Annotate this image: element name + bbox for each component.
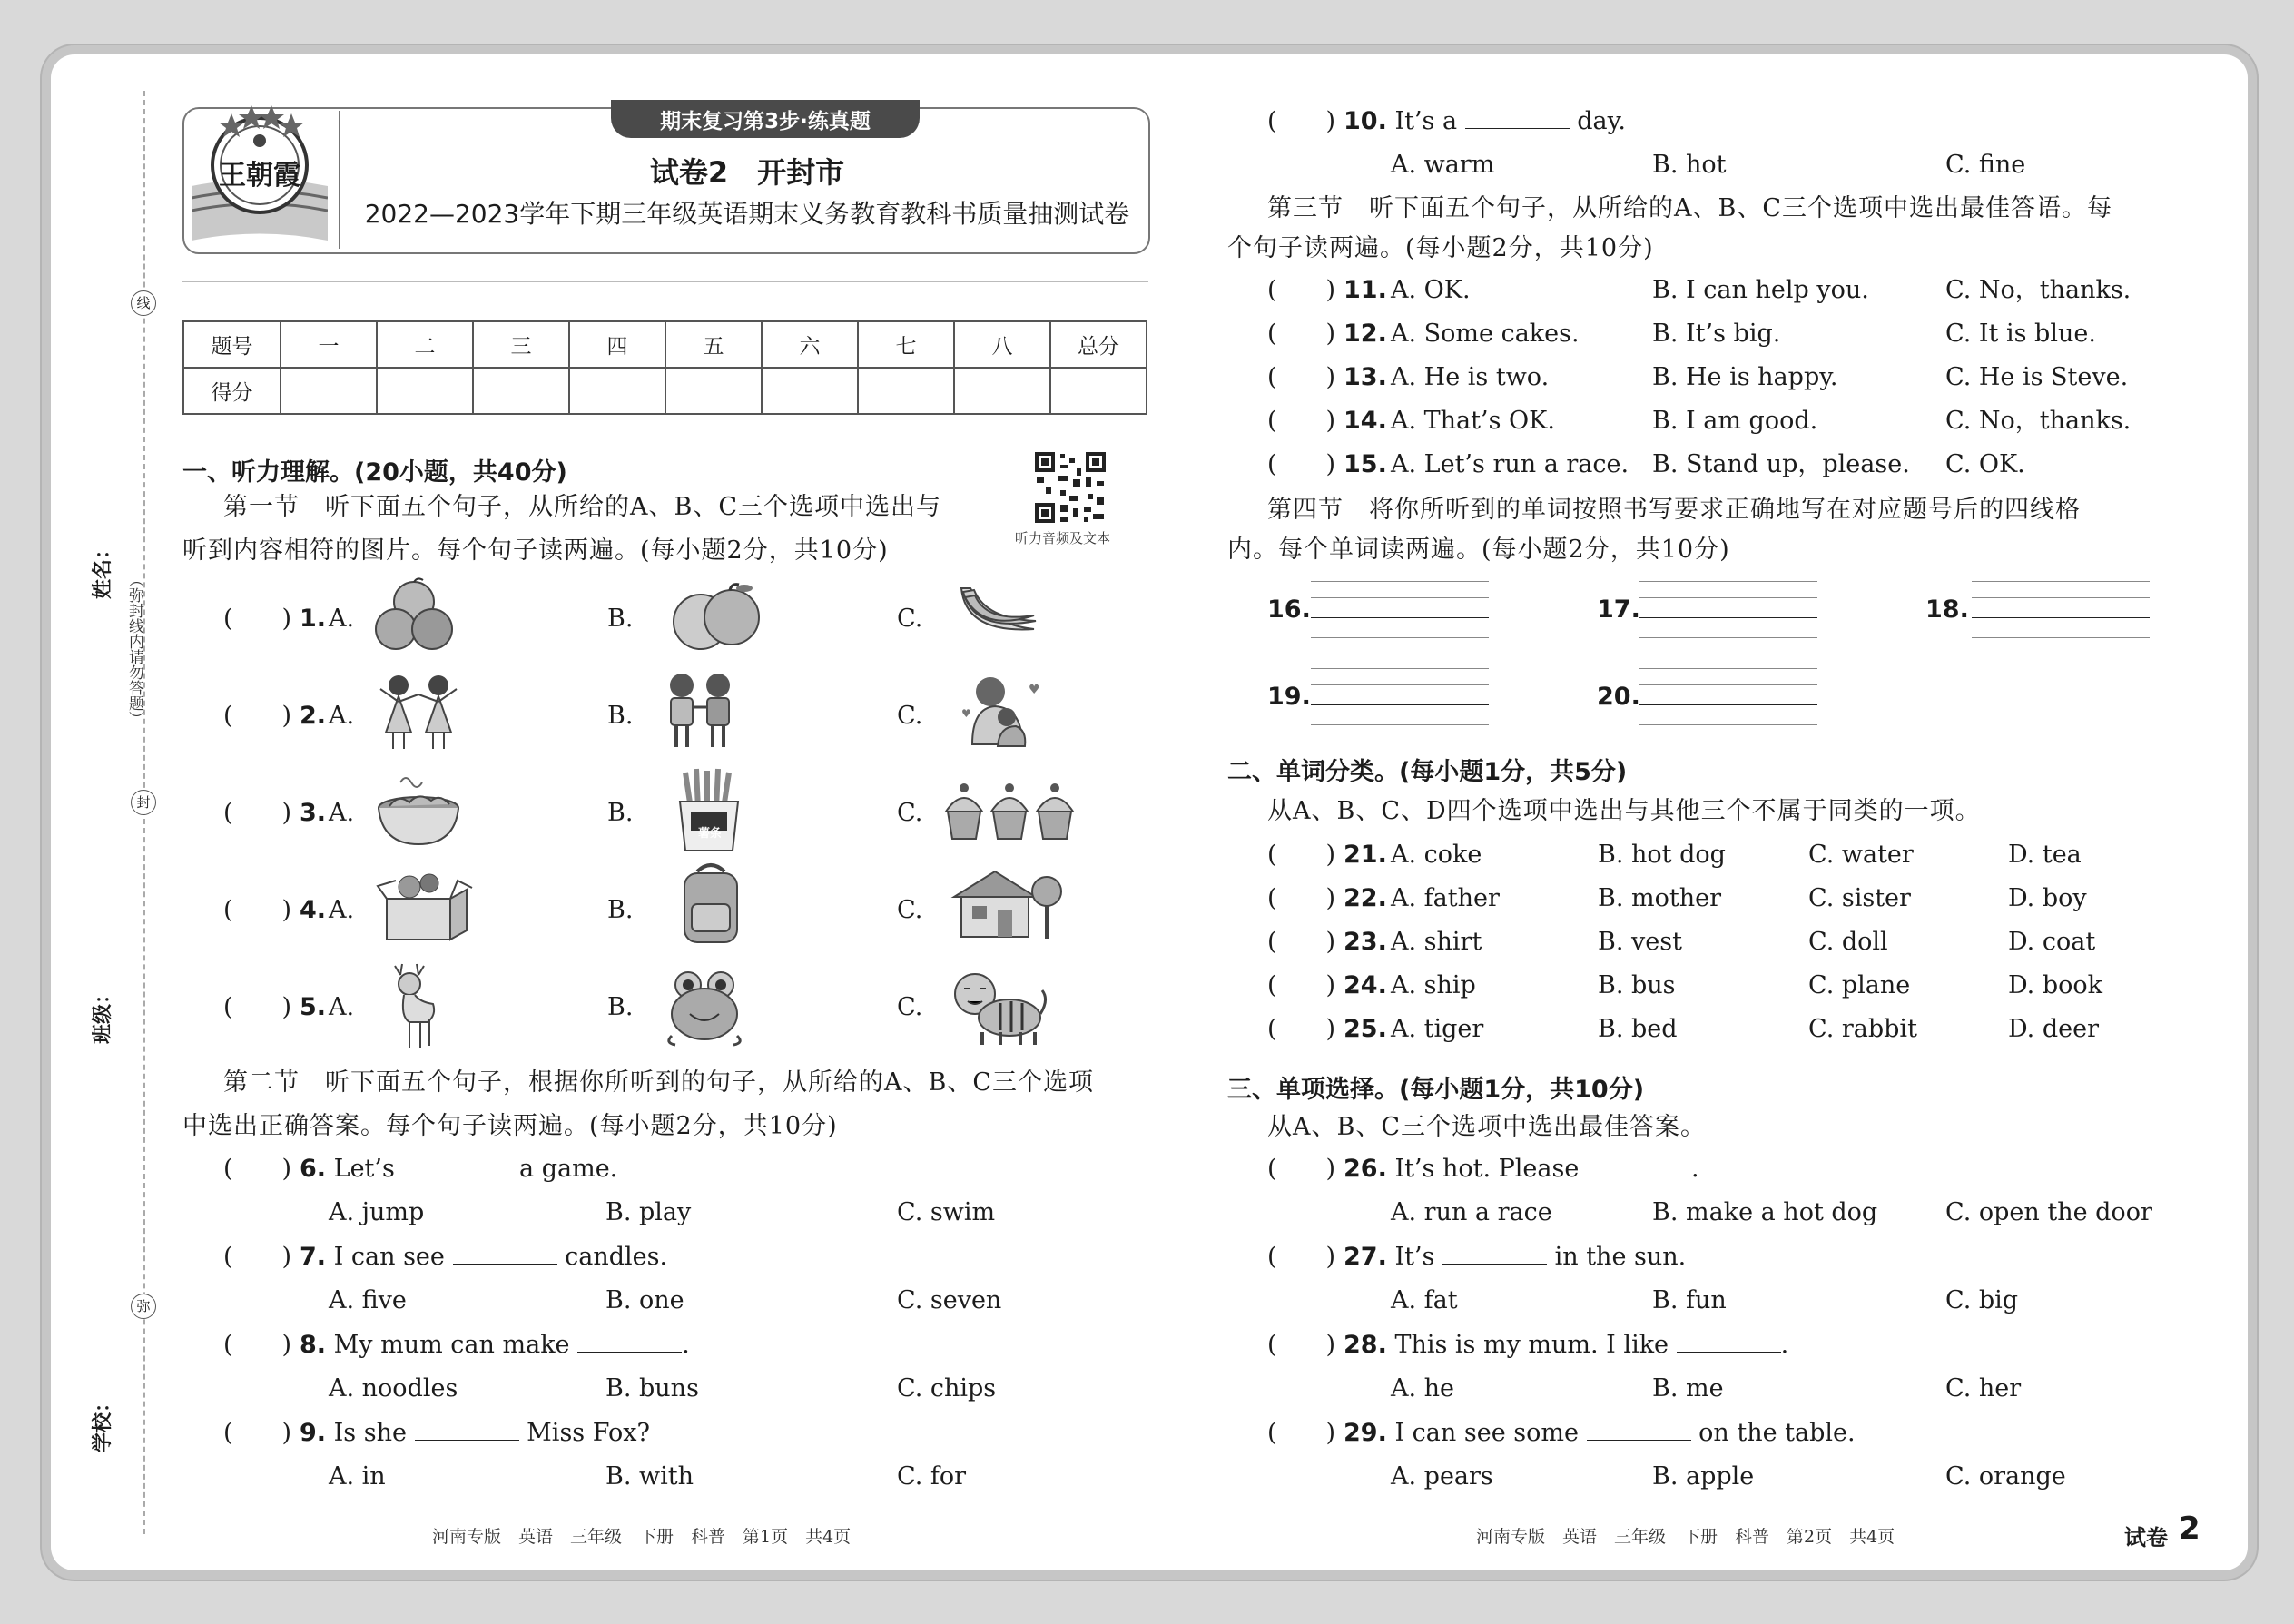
score-header-cell: 总分 [1050, 321, 1147, 368]
schoolbag-icon [677, 862, 745, 949]
option-a-label: A. [329, 605, 355, 633]
option-b: B. play [605, 1198, 692, 1226]
option-b: B. I can help you. [1652, 276, 1869, 304]
header-box [182, 107, 1150, 254]
option-b: B. Stand up，please. [1652, 450, 1910, 478]
option-a: A. tiger [1391, 1015, 1484, 1043]
answer-bracket[interactable]: ( ) [1267, 107, 1336, 135]
stem-pre: I can see some [1394, 1419, 1579, 1447]
part1-s1-line2: 听到内容相符的图片。每个句子读两遍。(每小题2分，共10分) [182, 536, 889, 565]
part2-title: 二、单词分类。(每小题1分，共5分) [1227, 758, 1628, 786]
write-17-number: 17. [1597, 595, 1640, 624]
svg-text:♥: ♥ [1029, 683, 1040, 697]
option-d: D. coat [2008, 928, 2096, 956]
question-number: 13. [1344, 363, 1387, 391]
option-a: A. run a race [1391, 1198, 1552, 1226]
qr-code[interactable] [1033, 450, 1108, 525]
option-c-label: C. [897, 993, 923, 1021]
option-c: C. plane [1808, 971, 1911, 999]
score-row-label: 得分 [183, 368, 281, 414]
option-a-label: A. [329, 896, 355, 924]
question-9 [223, 1419, 1149, 1510]
school-field[interactable] [87, 1071, 123, 1471]
option-a: A. ship [1391, 971, 1476, 999]
paper-subtitle: 2022—2023学年下期三年级英语期末义务教育教科书质量抽测试卷 [364, 199, 1130, 229]
option-c: C. rabbit [1808, 1015, 1917, 1043]
answer-bracket[interactable]: ( ) [1267, 1155, 1336, 1183]
paper-label: 试卷 [2124, 1525, 2168, 1550]
score-table-header-row [183, 321, 1147, 368]
answer-bracket[interactable]: ( ) [1267, 928, 1336, 956]
option-a: A. shirt [1391, 928, 1482, 956]
header-rule [182, 281, 1148, 282]
logo-text: 王朝霞 [219, 160, 300, 192]
score-header-cell: 五 [665, 321, 762, 368]
part1-s2-line2: 中选出正确答案。每个句子读两遍。(每小题2分，共10分) [182, 1112, 838, 1140]
stem-pre: My mum can make [333, 1331, 570, 1359]
score-header-cell: 一 [281, 321, 377, 368]
question-number: 10. [1344, 107, 1387, 135]
answer-bracket[interactable]: ( ) [223, 605, 292, 633]
part3-instruction: 从A、B、C三个选项中选出最佳答案。 [1267, 1113, 1706, 1141]
answer-bracket[interactable]: ( ) [1267, 450, 1336, 478]
house-icon [945, 864, 1063, 941]
option-b: B. vest [1598, 928, 1682, 956]
question-number: 26. [1344, 1155, 1387, 1183]
option-c: C. He is Steve. [1945, 363, 2129, 391]
option-b: B. bed [1598, 1015, 1678, 1043]
exam-sheet [51, 54, 2248, 1570]
qr-caption: 听力音频及文本 [1015, 530, 1111, 546]
answer-bracket[interactable]: ( ) [1267, 884, 1336, 912]
answer-bracket[interactable]: ( ) [1267, 407, 1336, 435]
option-d: D. book [2008, 971, 2103, 999]
mark-feng: 封 [131, 790, 156, 815]
score-cell[interactable] [569, 368, 665, 414]
option-c: C. sister [1808, 884, 1911, 912]
class-label: 班级： [92, 983, 114, 1044]
answer-blank[interactable] [453, 1244, 557, 1265]
score-cell[interactable] [281, 368, 377, 414]
option-b-label: B. [607, 605, 634, 633]
answer-bracket[interactable]: ( ) [1267, 1015, 1336, 1043]
mark-mi: 弥 [131, 1294, 156, 1319]
write-19-number: 19. [1267, 683, 1311, 711]
question-number: 24. [1344, 971, 1387, 999]
option-c: C. water [1808, 841, 1914, 869]
score-header-cell: 六 [762, 321, 858, 368]
stem-pre: I can see [333, 1243, 445, 1271]
answer-blank[interactable] [402, 1156, 511, 1176]
question-26 [1267, 1155, 2230, 1245]
qr-code-icon [1033, 450, 1108, 525]
part1-s4-line1: 第四节 将你所听到的单词按照书写要求正确地写在对应题号后的四线格 [1267, 496, 2081, 524]
option-c: C. open the door [1945, 1198, 2152, 1226]
option-a: A. Let’s run a race. [1391, 450, 1629, 478]
option-c: C. doll [1808, 928, 1888, 956]
apples-icon [666, 581, 766, 654]
frog-icon [659, 967, 750, 1048]
score-cell[interactable] [377, 368, 473, 414]
deer-icon [382, 962, 446, 1053]
fries-label: 薯条 [697, 827, 722, 841]
option-a: A. pears [1391, 1462, 1493, 1491]
option-c: C. orange [1945, 1462, 2066, 1491]
question-10 [1267, 107, 2230, 198]
question-number: 11. [1344, 276, 1387, 304]
option-a-label: A. [329, 799, 355, 827]
binding-margin [51, 54, 178, 1570]
stem-post: candles. [565, 1243, 668, 1271]
option-c: C. seven [897, 1286, 1002, 1314]
score-header-cell: 八 [954, 321, 1050, 368]
stem-pre: It’s a [1394, 107, 1458, 135]
question-number: 29. [1344, 1419, 1387, 1447]
answer-bracket[interactable]: ( ) [1267, 1243, 1336, 1271]
score-cell[interactable] [1050, 368, 1147, 414]
option-c: C. It is blue. [1945, 320, 2096, 348]
question-number: 3. [300, 799, 327, 827]
option-b: B. one [605, 1286, 684, 1314]
answer-blank[interactable] [1465, 108, 1570, 129]
option-c: C. big [1945, 1286, 2019, 1314]
paper-title: 试卷2 开封市 [649, 155, 845, 190]
option-b: B. apple [1652, 1462, 1755, 1491]
option-b-label: B. [607, 702, 634, 730]
question-number: 21. [1344, 841, 1387, 869]
part3-title: 三、单项选择。(每小题1分，共10分) [1227, 1076, 1645, 1104]
question-number: 14. [1344, 407, 1387, 435]
score-cell[interactable] [473, 368, 569, 414]
option-a: A. he [1391, 1374, 1455, 1403]
question-27 [1267, 1243, 2230, 1334]
svg-text:♥: ♥ [961, 707, 971, 720]
option-b-label: B. [607, 896, 634, 924]
stem-post: in the sun. [1554, 1243, 1687, 1271]
option-b: B. It’s big. [1652, 320, 1781, 348]
question-6 [223, 1155, 1149, 1245]
class-field[interactable] [87, 772, 123, 1044]
part1-s4-line2: 内。每个单词读两遍。(每小题2分，共10分) [1227, 536, 1730, 564]
question-number: 6. [300, 1155, 327, 1183]
option-c: C. swim [897, 1198, 996, 1226]
paper-number: 2 [2179, 1511, 2200, 1547]
stem-pre: Let’s [333, 1155, 395, 1183]
option-a-label: A. [329, 993, 355, 1021]
option-a-label: A. [329, 702, 355, 730]
write-17-grid[interactable] [1639, 581, 1817, 645]
answer-blank[interactable] [1587, 1420, 1691, 1441]
question-29 [1267, 1419, 2230, 1510]
score-table-score-row [183, 368, 1147, 414]
question-number: 28. [1344, 1331, 1387, 1359]
stem-pre: It’s [1394, 1243, 1435, 1271]
question-number: 1. [300, 605, 327, 633]
answer-blank[interactable] [1442, 1244, 1547, 1265]
stem-pre: It’s hot. Please [1394, 1155, 1580, 1183]
option-c-label: C. [897, 605, 923, 633]
stem-post: on the table. [1698, 1419, 1856, 1447]
answer-bracket[interactable]: ( ) [223, 702, 292, 730]
footer-left: 河南专版 英语 三年级 下册 科普 第1页 共4页 [432, 1527, 852, 1547]
tiger-icon [950, 967, 1049, 1048]
school-label: 学校： [92, 1392, 114, 1452]
option-a: A. That’s OK. [1391, 407, 1555, 435]
answer-bracket[interactable]: ( ) [223, 896, 292, 924]
option-b: B. buns [605, 1374, 699, 1403]
answer-bracket[interactable]: ( ) [1267, 841, 1336, 869]
answer-bracket[interactable]: ( ) [223, 1419, 292, 1447]
score-cell[interactable] [665, 368, 762, 414]
option-c: C. fine [1945, 151, 2026, 179]
option-c: C. her [1945, 1374, 2022, 1403]
mother-child-icon [954, 672, 1045, 753]
question-number: 12. [1344, 320, 1387, 348]
option-b: B. bus [1598, 971, 1676, 999]
write-16-number: 16. [1267, 595, 1311, 624]
write-19-grid[interactable] [1311, 668, 1489, 732]
option-d: D. deer [2008, 1015, 2099, 1043]
stem-post: day. [1577, 107, 1626, 135]
option-a: A. jump [329, 1198, 425, 1226]
option-a: A. noodles [329, 1374, 458, 1403]
part2-instruction: 从A、B、C、D四个选项中选出与其他三个不属于同类的一项。 [1267, 797, 1981, 825]
answer-bracket[interactable]: ( ) [1267, 320, 1336, 348]
two-boys-icon [655, 667, 745, 753]
question-number: 15. [1344, 450, 1387, 478]
option-c-label: C. [897, 896, 923, 924]
question-number: 2. [300, 702, 327, 730]
answer-blank[interactable] [1677, 1332, 1781, 1353]
write-20-number: 20. [1597, 683, 1640, 711]
stem-post: Miss Fox? [527, 1419, 650, 1447]
option-b-label: B. [607, 799, 634, 827]
write-18-grid[interactable] [1972, 581, 2150, 645]
write-18-number: 18. [1925, 595, 1969, 624]
score-header-cell: 三 [473, 321, 569, 368]
option-b: B. I am good. [1652, 407, 1818, 435]
option-c-label: C. [897, 702, 923, 730]
score-cell[interactable] [762, 368, 858, 414]
option-b: B. hot [1652, 151, 1727, 179]
part1-s1-line1: 第一节 听下面五个句子，从所给的A、B、C三个选项中选出与 [223, 493, 941, 521]
question-number: 5. [300, 993, 327, 1021]
option-c: C. No，thanks. [1945, 407, 2132, 435]
question-7 [223, 1243, 1149, 1334]
option-b: B. hot dog [1598, 841, 1726, 869]
option-c: C. chips [897, 1374, 997, 1403]
option-c: C. for [897, 1462, 967, 1491]
question-number: 9. [300, 1419, 327, 1447]
question-number: 23. [1344, 928, 1387, 956]
option-a: A. in [329, 1462, 386, 1491]
toy-box-icon [373, 867, 473, 944]
option-a: A. coke [1391, 841, 1482, 869]
option-a: A. Some cakes. [1391, 320, 1580, 348]
part1-s2-line1: 第二节 听下面五个句子，根据你所听到的句子，从所给的A、B、C三个选项 [223, 1068, 1094, 1097]
score-header-cell: 二 [377, 321, 473, 368]
option-a: A. warm [1391, 151, 1495, 179]
score-table [182, 320, 1147, 415]
question-28 [1267, 1331, 2230, 1422]
stem-post: . [1690, 1155, 1699, 1183]
part1-s3-line1: 第三节 听下面五个句子，从所给的A、B、C三个选项中选出最佳答语。每 [1267, 194, 2112, 222]
option-b: B. fun [1652, 1286, 1727, 1314]
answer-bracket[interactable]: ( ) [223, 799, 292, 827]
stem-pre: This is my mum. I like [1394, 1331, 1669, 1359]
score-cell[interactable] [858, 368, 954, 414]
dancing-girls-icon [373, 669, 464, 755]
name-label: 姓名： [92, 538, 114, 599]
bananas-icon [954, 581, 1040, 646]
answer-bracket[interactable]: ( ) [223, 1243, 292, 1271]
logo-divider [339, 111, 340, 249]
score-header-cell: 题号 [183, 321, 281, 368]
question-8 [223, 1331, 1149, 1422]
option-b: B. me [1652, 1374, 1724, 1403]
write-16-grid[interactable] [1311, 581, 1489, 645]
option-b: B. mother [1598, 884, 1721, 912]
answer-bracket[interactable]: ( ) [1267, 363, 1336, 391]
option-c-label: C. [897, 799, 923, 827]
part1-title: 一、听力理解。(20小题，共40分) [182, 458, 567, 487]
option-a: A. fat [1391, 1286, 1458, 1314]
option-a: A. father [1391, 884, 1500, 912]
step-label: 期末复习第3步·练真题 [611, 100, 920, 138]
noodles-bowl-icon [373, 772, 464, 849]
name-field[interactable] [87, 200, 123, 599]
cupcakes-icon [940, 782, 1081, 846]
answer-blank[interactable] [577, 1332, 682, 1353]
part1-s3-line2: 个句子读两遍。(每小题2分，共10分) [1227, 234, 1654, 262]
option-b-label: B. [607, 993, 634, 1021]
question-number: 7. [300, 1243, 327, 1271]
option-c: C. OK. [1945, 450, 2025, 478]
answer-bracket[interactable]: ( ) [1267, 276, 1336, 304]
question-number: 25. [1344, 1015, 1387, 1043]
answer-bracket[interactable]: ( ) [1267, 971, 1336, 999]
mark-xian: 线 [131, 290, 156, 316]
answer-bracket[interactable]: ( ) [223, 1331, 292, 1359]
stem-post: a game. [519, 1155, 618, 1183]
question-number: 27. [1344, 1243, 1387, 1271]
logo [192, 100, 328, 245]
option-a: A. He is two. [1391, 363, 1550, 391]
question-number: 8. [300, 1331, 327, 1359]
oranges-icon [373, 576, 459, 654]
option-b: B. with [605, 1462, 694, 1491]
answer-bracket[interactable]: ( ) [223, 993, 292, 1021]
answer-blank[interactable] [1587, 1156, 1691, 1176]
option-b: B. He is happy. [1652, 363, 1838, 391]
footer-right: 河南专版 英语 三年级 下册 科普 第2页 共4页 [1476, 1527, 1895, 1547]
question-number: 4. [300, 896, 327, 924]
score-header-cell: 七 [858, 321, 954, 368]
option-c: C. No，thanks. [1945, 276, 2132, 304]
answer-bracket[interactable]: ( ) [1267, 1331, 1336, 1359]
option-a: A. five [329, 1286, 407, 1314]
answer-bracket[interactable]: ( ) [1267, 1419, 1336, 1447]
answer-bracket[interactable]: ( ) [223, 1155, 292, 1183]
option-b: B. make a hot dog [1652, 1198, 1878, 1226]
answer-blank[interactable] [415, 1420, 519, 1441]
stem-post: . [1780, 1331, 1789, 1359]
score-cell[interactable] [954, 368, 1050, 414]
seal-note: （弥封线内请勿答题） [125, 572, 143, 726]
score-header-cell: 四 [569, 321, 665, 368]
question-number: 22. [1344, 884, 1387, 912]
stem-pre: Is she [333, 1419, 407, 1447]
stem-post: . [682, 1331, 690, 1359]
option-d: D. tea [2008, 841, 2082, 869]
write-20-grid[interactable] [1639, 668, 1817, 732]
option-d: D. boy [2008, 884, 2087, 912]
option-a: A. OK. [1391, 276, 1471, 304]
